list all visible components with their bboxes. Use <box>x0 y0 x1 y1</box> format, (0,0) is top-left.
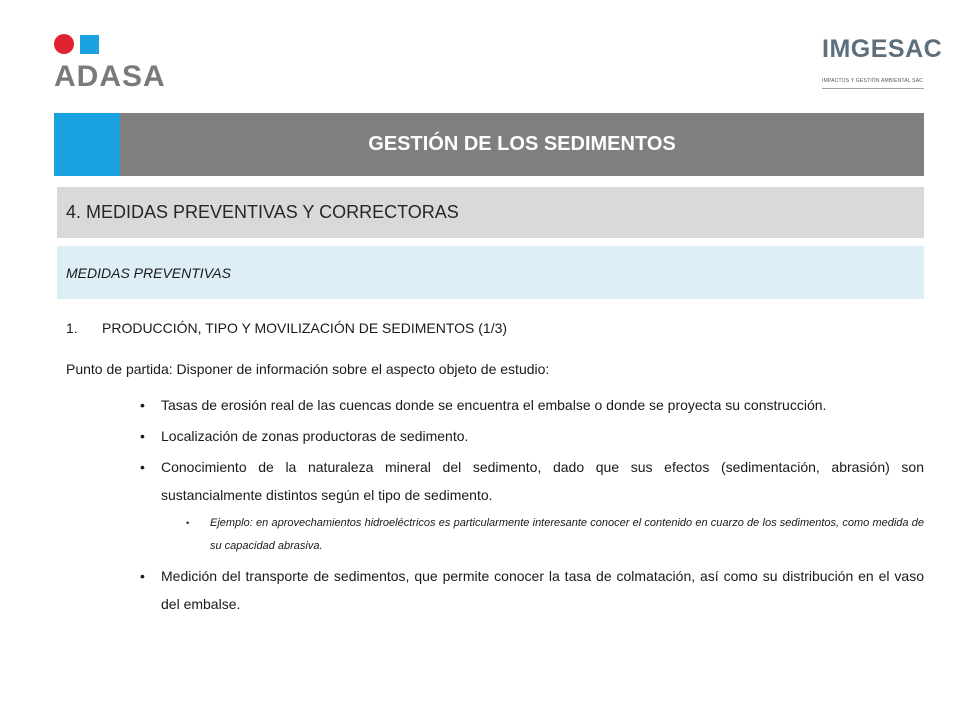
imgesac-tagline: IMPACTOS Y GESTIÓN AMBIENTAL SAC <box>822 78 924 84</box>
item-text: PRODUCCIÓN, TIPO Y MOVILIZACIÓN DE SEDIMENTOS (1/3) <box>102 320 508 336</box>
bullet-icon: • <box>186 518 190 528</box>
bullet-icon: • <box>140 397 145 413</box>
list-item <box>140 453 924 509</box>
intro-paragraph: Punto de partida: Disponer de información sobre el aspecto objeto de estudio: <box>66 361 550 377</box>
imgesac-logo <box>818 34 943 94</box>
numbered-item <box>66 320 507 336</box>
list-item <box>140 562 924 618</box>
adasa-blue-square <box>80 35 99 54</box>
sub-list-item-text: Ejemplo: en aprovechamientos hidroeléctricos es particularmente interesante conocer el contenido en cuarzo de los sedimentos, como medida de su capacidad abrasiva. <box>210 517 924 552</box>
list-item-text: Conocimiento de la naturaleza mineral del sedimento, dado que sus efectos (sedimentación, abrasión) son sustancialmente distintos según el tipo de sedimento. <box>161 459 924 503</box>
adasa-logo-text: ADASA <box>54 60 166 93</box>
adasa-red-dot <box>54 34 74 54</box>
list-item-text: Medición del transporte de sedimentos, que permite conocer la tasa de colmatación, así como su distribución en el vaso del embalse. <box>161 568 924 612</box>
imgesac-logo-text: IMGESAC <box>822 35 943 63</box>
item-number: 1. <box>66 320 78 336</box>
bullet-list <box>140 391 924 621</box>
title-accent-block <box>54 113 120 176</box>
slide-title: GESTIÓN DE LOS SEDIMENTOS <box>368 133 676 155</box>
list-item-text: Localización de zonas productoras de sedimento. <box>161 428 469 444</box>
bullet-icon: • <box>140 568 145 584</box>
bullet-icon: • <box>140 428 145 444</box>
subsection-header <box>57 246 924 299</box>
list-item-text: Tasas de erosión real de las cuencas donde se encuentra el embalse o donde se proyecta su construcción. <box>161 397 827 413</box>
section-title: 4. MEDIDAS PREVENTIVAS Y CORRECTORAS <box>66 202 459 222</box>
subsection-title: MEDIDAS PREVENTIVAS <box>66 264 231 281</box>
title-bar <box>54 113 924 176</box>
section-header <box>57 187 924 238</box>
list-item <box>140 391 924 419</box>
list-item <box>140 422 924 450</box>
sub-list-item <box>186 512 924 558</box>
imgesac-underline <box>822 88 924 89</box>
adasa-logo <box>54 34 174 94</box>
bullet-icon: • <box>140 459 145 475</box>
